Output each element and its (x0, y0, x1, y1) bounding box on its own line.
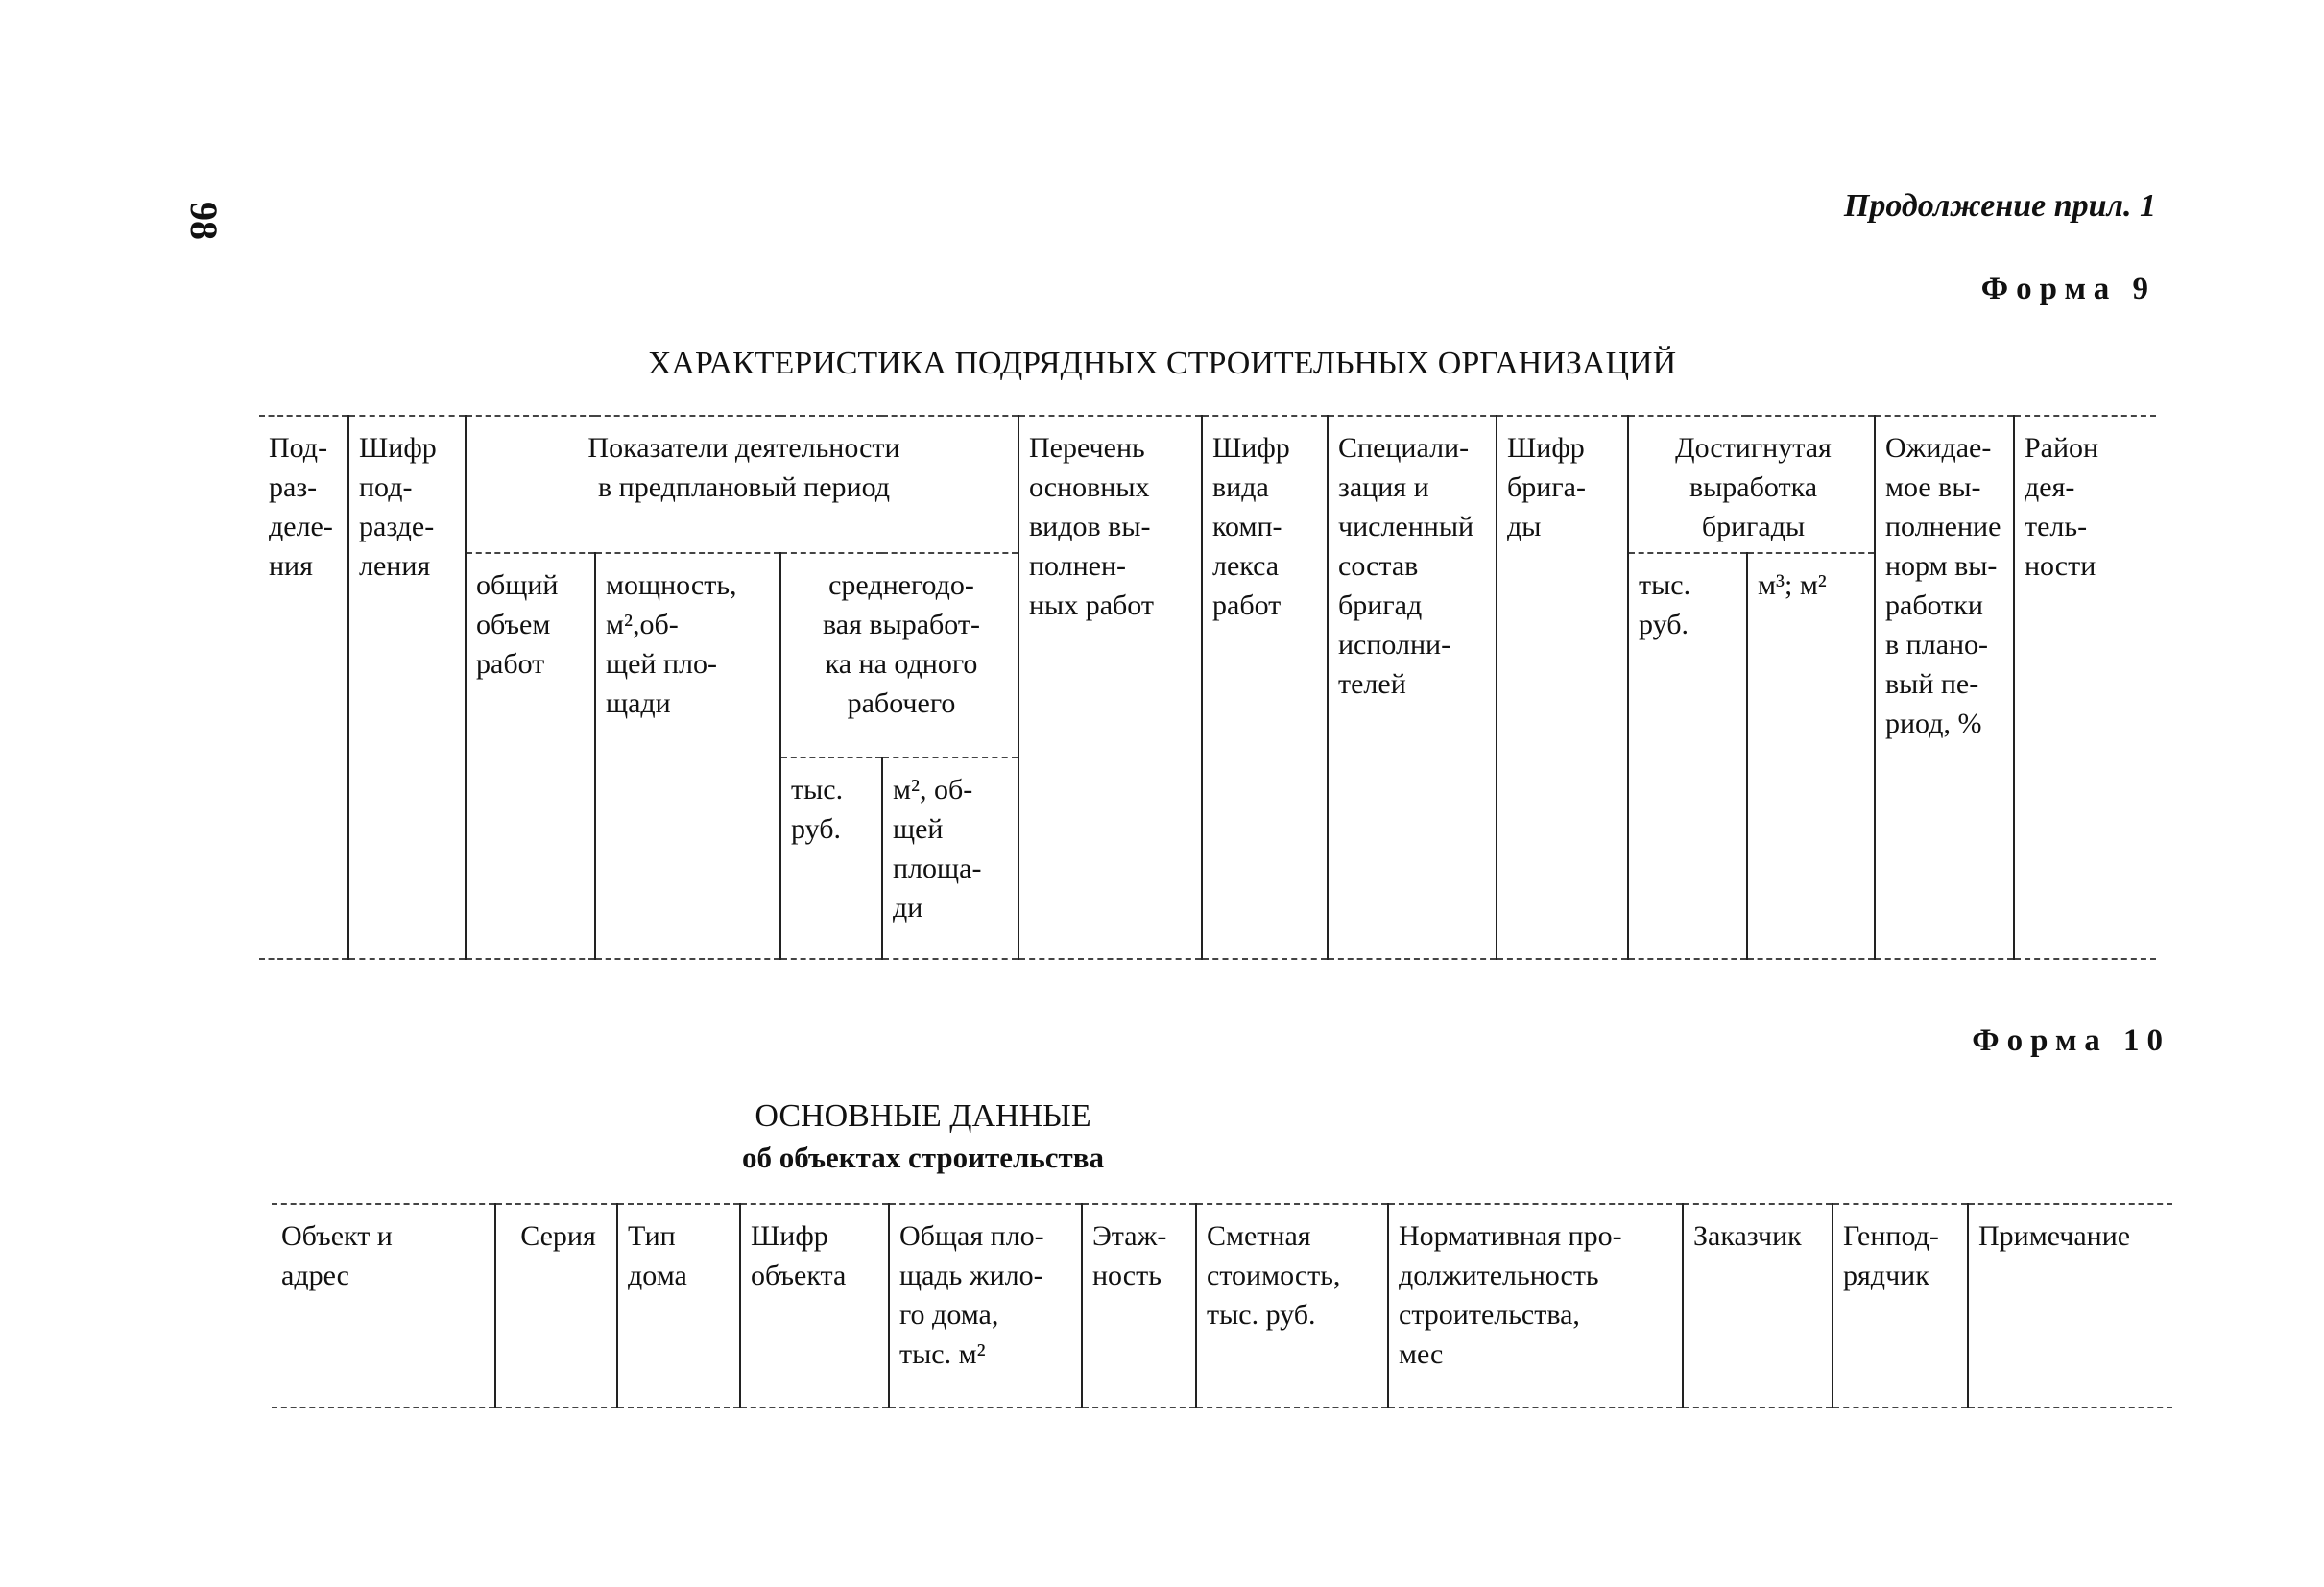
header-indicators-group: Показатели деятельности в предплановый период (466, 416, 1018, 553)
form-10-title: ОСНОВНЫЕ ДАННЫЕ (755, 1098, 1091, 1134)
form-10-table (272, 1203, 2172, 1408)
f10-header-house-type: Тип дома (617, 1204, 740, 1407)
f10-header-note: Примечание (1968, 1204, 2172, 1407)
f10-header-estimated-cost: Сметная стоимость, тыс. руб. (1196, 1204, 1388, 1407)
f10-header-floors: Этаж- ность (1082, 1204, 1196, 1407)
form-9-title: ХАРАКТЕРИСТИКА ПОДРЯДНЫХ СТРОИТЕЛЬНЫХ ОРГАНИЗАЦИЙ (647, 346, 1677, 381)
header-achieved-output: Достигнутая выработка бригады (1628, 416, 1875, 553)
form-10-subtitle: об объектах строительства (742, 1141, 1104, 1174)
header-podrazdeleniya: Под- раз- деле- ния (259, 416, 348, 959)
header-brigade-code: Шифр брига- ды (1497, 416, 1628, 959)
header-specialization: Специали- зация и численный состав бригад исполни- телей (1328, 416, 1497, 959)
form-9-table (259, 415, 2156, 960)
f10-header-object-address: Объект и адрес (272, 1204, 495, 1407)
page-number: 98 (182, 202, 226, 240)
f10-header-series: Серия (495, 1204, 617, 1407)
f10-header-general-contractor: Генпод- рядчик (1833, 1204, 1968, 1407)
f10-header-object-code: Шифр объекта (740, 1204, 889, 1407)
header-total-volume: общий объем работ (466, 553, 595, 959)
header-avg-output-rub: тыс. руб. (780, 757, 882, 959)
form-10-label: Форма 10 (1972, 1023, 2170, 1058)
header-avg-output: среднегодо- вая выработ- ка на одного рабочего (780, 553, 1018, 757)
header-area: Район дея- тель- ности (2014, 416, 2156, 959)
form-9-label: Форма 9 (1980, 272, 2156, 306)
header-achieved-rub: тыс. руб. (1628, 553, 1747, 959)
header-shifr-podrazdeleniya: Шифр под- разде- ления (348, 416, 466, 959)
f10-header-total-area: Общая пло- щадь жило- го дома, тыс. м² (889, 1204, 1082, 1407)
header-avg-output-m2: м², об- щей площа- ди (882, 757, 1018, 959)
header-capacity: мощность, м²,об- щей пло- щади (595, 553, 780, 959)
continuation-note: Продолжение прил. 1 (1843, 188, 2156, 224)
header-complex-code: Шифр вида комп- лекса работ (1202, 416, 1328, 959)
header-works-list: Перечень основных видов вы- полнен- ных работ (1018, 416, 1202, 959)
f10-header-customer: Заказчик (1683, 1204, 1833, 1407)
header-achieved-m3m2: м³; м² (1747, 553, 1875, 959)
f10-header-normative-duration: Нормативная про- должительность строительства, мес (1388, 1204, 1683, 1407)
header-expected-fulfillment: Ожидае- мое вы- полнение норм вы- работки в плано- вый пе- риод, % (1875, 416, 2014, 959)
